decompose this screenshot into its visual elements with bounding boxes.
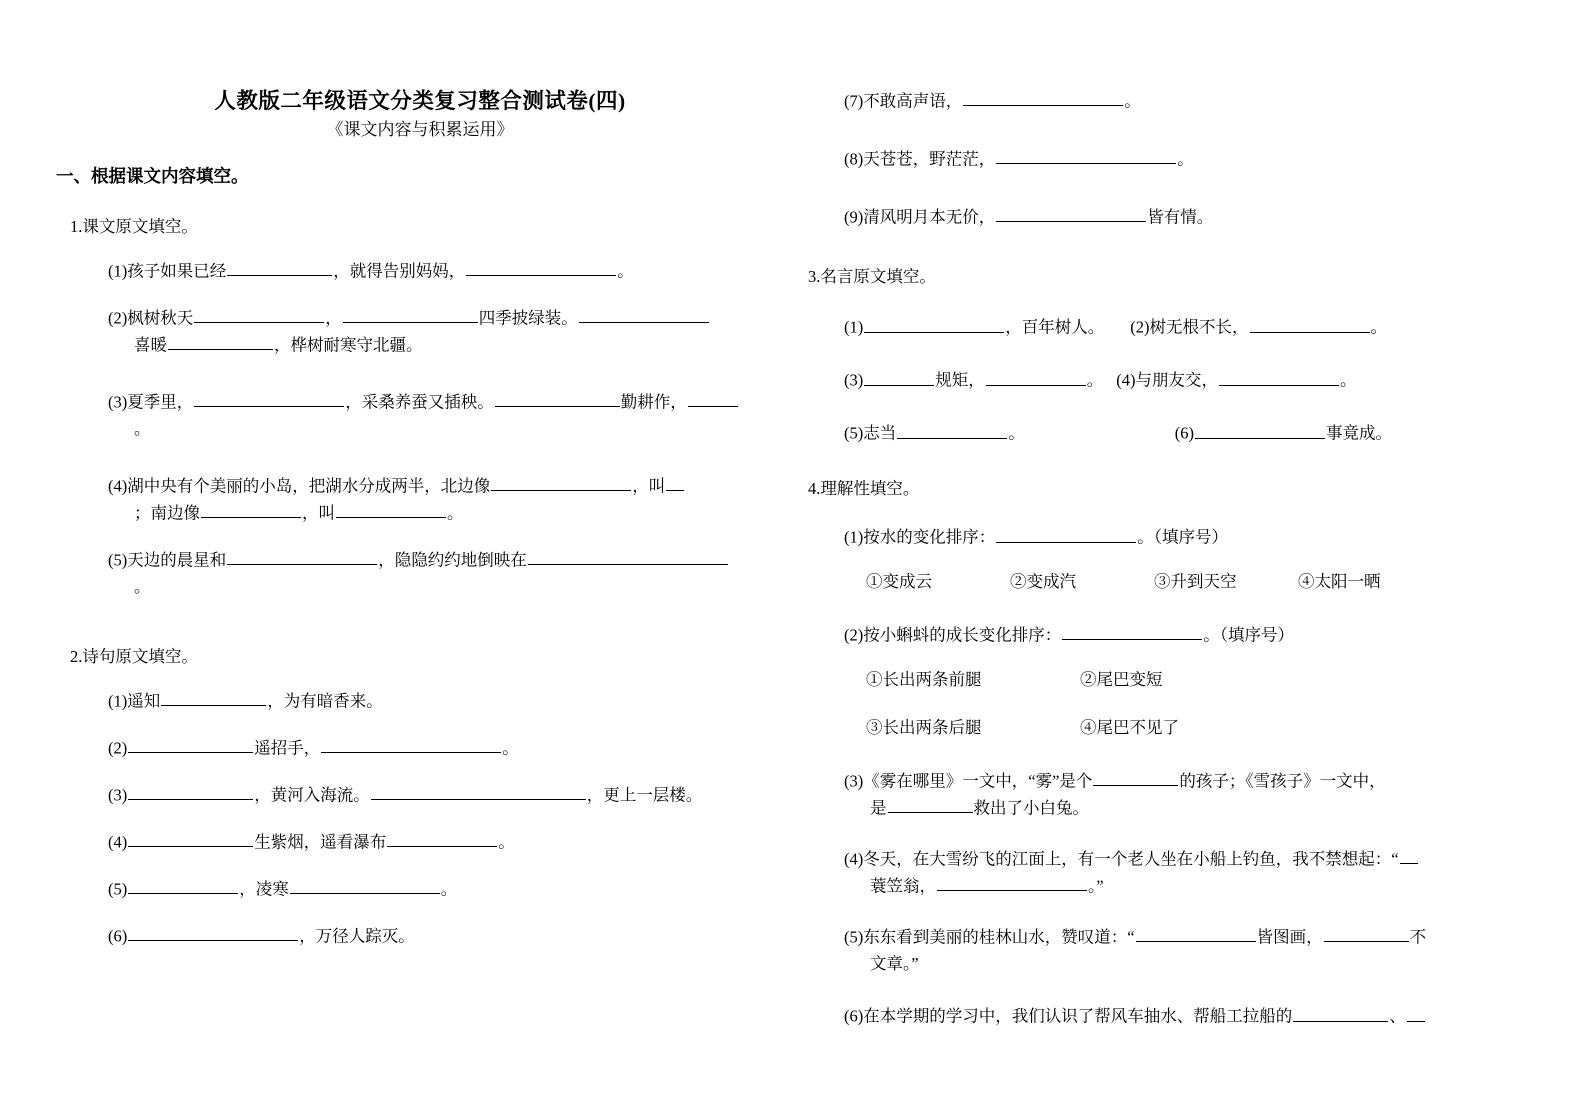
question-text: 。 xyxy=(134,419,151,439)
answer-blank[interactable] xyxy=(128,876,238,894)
question-text: 。 xyxy=(498,832,515,852)
question-text: ，桦树耐寒守北疆。 xyxy=(274,335,423,355)
answer-blank[interactable] xyxy=(864,367,934,385)
question-text: 与朋友交， xyxy=(1135,370,1218,390)
question-number: (1) xyxy=(844,527,864,547)
question-1-3 xyxy=(108,389,800,443)
answer-blank[interactable] xyxy=(666,473,684,491)
question-number: (4) xyxy=(108,476,128,496)
option-item[interactable]: ①变成云 xyxy=(866,572,932,592)
options-row-water xyxy=(866,569,1584,595)
answer-blank[interactable] xyxy=(227,547,377,565)
options-row-tadpole-1 xyxy=(866,667,1584,693)
answer-blank[interactable] xyxy=(387,829,497,847)
answer-blank[interactable] xyxy=(1136,924,1256,942)
answer-blank[interactable] xyxy=(466,258,616,276)
question-text: 按小蝌蚪的成长变化排序： xyxy=(863,625,1062,645)
question-text: 皆有情。 xyxy=(1147,207,1214,227)
question-2-2 xyxy=(108,735,800,762)
answer-blank[interactable] xyxy=(1062,622,1202,640)
question-1-1 xyxy=(108,258,800,285)
question-3-row-3 xyxy=(844,420,1584,447)
question-text: 事竟成。 xyxy=(1326,423,1392,443)
question-text: ，凌寒 xyxy=(239,879,289,899)
page-title: 人教版二年级语文分类复习整合测试卷(四) xyxy=(214,89,626,113)
question-text: 。 xyxy=(1340,370,1357,390)
answer-blank[interactable] xyxy=(996,204,1146,222)
answer-blank[interactable] xyxy=(1293,1003,1388,1021)
question-text: 。” xyxy=(1088,876,1104,896)
question-text: 。 xyxy=(1124,91,1141,111)
question-text: 遥招手， xyxy=(254,738,321,758)
question-4-3 xyxy=(844,768,1584,822)
question-text: 。 xyxy=(1008,423,1025,443)
question-text: 救出了小白兔。 xyxy=(973,797,1089,817)
question-text: 勤耕作， xyxy=(620,392,687,412)
answer-blank[interactable] xyxy=(491,473,631,491)
question-text: 四季披绿装。 xyxy=(478,308,578,328)
option-item[interactable]: ①长出两条前腿 xyxy=(866,669,982,689)
answer-blank[interactable] xyxy=(888,795,973,813)
question-number: (2) xyxy=(844,625,864,645)
question-text: ，叫 xyxy=(632,476,666,496)
question-1-5 xyxy=(108,547,800,601)
question-text: 在本学期的学习中，我们认识了帮风车抽水、帮船工拉船的 xyxy=(863,1006,1293,1026)
subsection-heading-4: 4.理解性填空。 xyxy=(808,479,920,499)
option-item[interactable]: ④太阳一晒 xyxy=(1298,572,1381,592)
question-number: (3) xyxy=(108,785,128,805)
question-text: 天苍苍，野茫茫， xyxy=(863,149,996,169)
question-text: 。（填序号） xyxy=(1137,527,1228,547)
question-2-6 xyxy=(108,923,800,950)
question-number: (5) xyxy=(108,550,128,570)
question-text: ，黄河入海流。 xyxy=(254,785,370,805)
question-text: 。 xyxy=(134,576,151,596)
answer-blank[interactable] xyxy=(128,923,298,941)
page-subtitle: 《课文内容与积累运用》 xyxy=(326,119,514,139)
question-number: (1) xyxy=(108,691,128,711)
answer-blank[interactable] xyxy=(343,305,478,323)
section-heading-one: 一、根据课文内容填空。 xyxy=(56,166,249,187)
answer-blank[interactable] xyxy=(1250,314,1370,332)
question-text: 志当 xyxy=(863,423,897,443)
question-text: 。 xyxy=(440,879,458,899)
question-number: (4) xyxy=(108,832,128,852)
question-number: (2) xyxy=(108,738,128,758)
answer-blank[interactable] xyxy=(128,735,253,753)
question-text: 的孩子；《雪孩子》一文中， xyxy=(1179,770,1386,790)
subsection-heading-1: 1.课文原文填空。 xyxy=(70,216,198,236)
answer-blank[interactable] xyxy=(528,547,728,565)
question-text: 皆图画， xyxy=(1256,927,1323,947)
question-text: 。 xyxy=(502,738,519,758)
question-4-6 xyxy=(844,1003,1584,1030)
question-text: 按水的变化排序： xyxy=(863,527,996,547)
question-number: (8) xyxy=(844,149,864,169)
question-number: (3) xyxy=(108,392,128,412)
question-text: 夏季里， xyxy=(127,392,194,412)
question-text: 东东看到美丽的桂林山水，赞叹道：“ xyxy=(863,927,1135,947)
question-number: (5) xyxy=(844,927,864,947)
question-text: 枫树秋天 xyxy=(127,308,194,328)
question-text: ，为有暗香来。 xyxy=(267,691,383,711)
option-item[interactable]: ②变成汽 xyxy=(1010,572,1076,592)
question-text: ，叫 xyxy=(302,503,335,523)
question-text: 文章。” xyxy=(870,953,919,973)
question-text: 。 xyxy=(1370,317,1387,337)
answer-blank[interactable] xyxy=(1195,420,1325,438)
answer-blank[interactable] xyxy=(1400,846,1418,864)
question-text: 蓑笠翁， xyxy=(870,876,936,896)
answer-blank[interactable] xyxy=(495,389,620,407)
left-column xyxy=(40,0,800,950)
question-2-7 xyxy=(844,88,1584,115)
question-1-2 xyxy=(108,305,800,359)
question-number: (9) xyxy=(844,207,864,227)
title-block xyxy=(40,0,800,142)
question-2-8 xyxy=(844,146,1584,173)
answer-blank[interactable] xyxy=(864,314,1004,332)
question-text: ， xyxy=(325,308,342,328)
answer-blank[interactable] xyxy=(194,389,344,407)
question-number: (4) xyxy=(1116,370,1136,390)
question-text: 孩子如果已经 xyxy=(127,261,227,281)
question-text: ，采桑养蚕又插秧。 xyxy=(345,392,494,412)
question-3-row-2 xyxy=(844,367,1584,394)
question-number: (5) xyxy=(108,879,128,899)
question-number: (4) xyxy=(844,848,864,868)
question-2-9 xyxy=(844,204,1584,231)
question-number: (5) xyxy=(844,423,864,443)
question-4-2 xyxy=(844,622,1584,649)
question-number: (6) xyxy=(844,1006,864,1026)
answer-blank[interactable] xyxy=(937,873,1087,891)
answer-blank[interactable] xyxy=(986,367,1086,385)
answer-blank[interactable] xyxy=(290,876,440,894)
answer-blank[interactable] xyxy=(1093,768,1178,786)
question-text: 生紫烟，遥看瀑布 xyxy=(254,832,387,852)
answer-blank[interactable] xyxy=(963,88,1123,106)
question-number: (7) xyxy=(844,91,864,111)
answer-blank[interactable] xyxy=(1219,367,1339,385)
answer-blank[interactable] xyxy=(996,524,1136,542)
question-text: ，更上一层楼。 xyxy=(586,785,703,805)
subsection-heading-3: 3.名言原文填空。 xyxy=(808,267,936,287)
answer-blank[interactable] xyxy=(1324,924,1409,942)
answer-blank[interactable] xyxy=(336,500,446,518)
answer-blank[interactable] xyxy=(897,420,1007,438)
question-4-4 xyxy=(844,846,1584,900)
question-4-5 xyxy=(844,924,1584,978)
option-item[interactable]: ③升到天空 xyxy=(1154,572,1237,592)
question-text: 不 xyxy=(1409,927,1427,947)
options-row-tadpole-2 xyxy=(866,715,1584,741)
question-text: 。 xyxy=(1177,149,1194,169)
option-item[interactable]: ②尾巴变短 xyxy=(1080,669,1163,689)
answer-blank[interactable] xyxy=(579,305,709,323)
answer-blank[interactable] xyxy=(168,332,273,350)
answer-blank[interactable] xyxy=(1407,1003,1425,1021)
answer-blank[interactable] xyxy=(194,305,324,323)
answer-blank[interactable] xyxy=(128,829,253,847)
question-3-row-1 xyxy=(844,314,1584,341)
answer-blank[interactable] xyxy=(201,500,301,518)
right-column xyxy=(800,0,1584,1031)
question-text: ，就得告别妈妈， xyxy=(333,261,466,281)
option-item[interactable]: ④尾巴不见了 xyxy=(1080,718,1179,738)
answer-blank[interactable] xyxy=(688,389,738,407)
question-number: (1) xyxy=(108,261,128,281)
option-item[interactable]: ③长出两条后腿 xyxy=(866,718,982,738)
question-number: (2) xyxy=(1130,317,1150,337)
question-text: 、 xyxy=(1389,1006,1406,1026)
question-2-5 xyxy=(108,876,800,903)
question-text: 遥知 xyxy=(127,691,161,711)
question-1-4 xyxy=(108,473,800,527)
question-text: 清风明月本无价， xyxy=(863,207,996,227)
question-text: 《雾在哪里》一文中，“雾”是个 xyxy=(863,770,1093,790)
question-text: 不敢高声语， xyxy=(863,91,963,111)
question-4-1 xyxy=(844,524,1584,551)
question-2-4 xyxy=(108,829,800,856)
question-number: (1) xyxy=(844,317,864,337)
question-text: 冬天，在大雪纷飞的江面上，有一个老人坐在小船上钓鱼，我不禁想起：“ xyxy=(863,848,1399,868)
question-text: 湖中央有个美丽的小岛，把湖水分成两半，北边像 xyxy=(127,476,491,496)
answer-blank[interactable] xyxy=(161,688,266,706)
question-text: ，百年树人。 xyxy=(1005,317,1105,337)
question-2-3 xyxy=(108,782,800,809)
question-2-1 xyxy=(108,688,800,715)
question-text: ，万径人踪灭。 xyxy=(299,926,415,946)
question-text: 天边的晨星和 xyxy=(127,550,227,570)
question-text: 。 xyxy=(1086,370,1104,390)
question-text: ，隐隐约约地倒映在 xyxy=(378,550,527,570)
subsection-heading-2: 2.诗句原文填空。 xyxy=(70,646,198,666)
question-text: ；南边像 xyxy=(134,503,200,523)
answer-blank[interactable] xyxy=(128,782,253,800)
question-text: 。 xyxy=(447,503,464,523)
question-number: (6) xyxy=(108,926,128,946)
question-text: 树无根不长， xyxy=(1149,317,1249,337)
question-text: 喜暖 xyxy=(134,335,167,355)
question-number: (2) xyxy=(108,308,128,328)
answer-blank[interactable] xyxy=(996,146,1176,164)
question-number: (3) xyxy=(844,370,864,390)
answer-blank[interactable] xyxy=(371,782,586,800)
question-text: 。 xyxy=(617,261,634,281)
answer-blank[interactable] xyxy=(321,735,501,753)
question-number: (3) xyxy=(844,770,864,790)
question-number: (6) xyxy=(1174,423,1194,443)
answer-blank[interactable] xyxy=(227,258,332,276)
question-text: 是 xyxy=(870,797,887,817)
question-text: 。（填序号） xyxy=(1203,625,1294,645)
question-text: 规矩， xyxy=(935,370,985,390)
